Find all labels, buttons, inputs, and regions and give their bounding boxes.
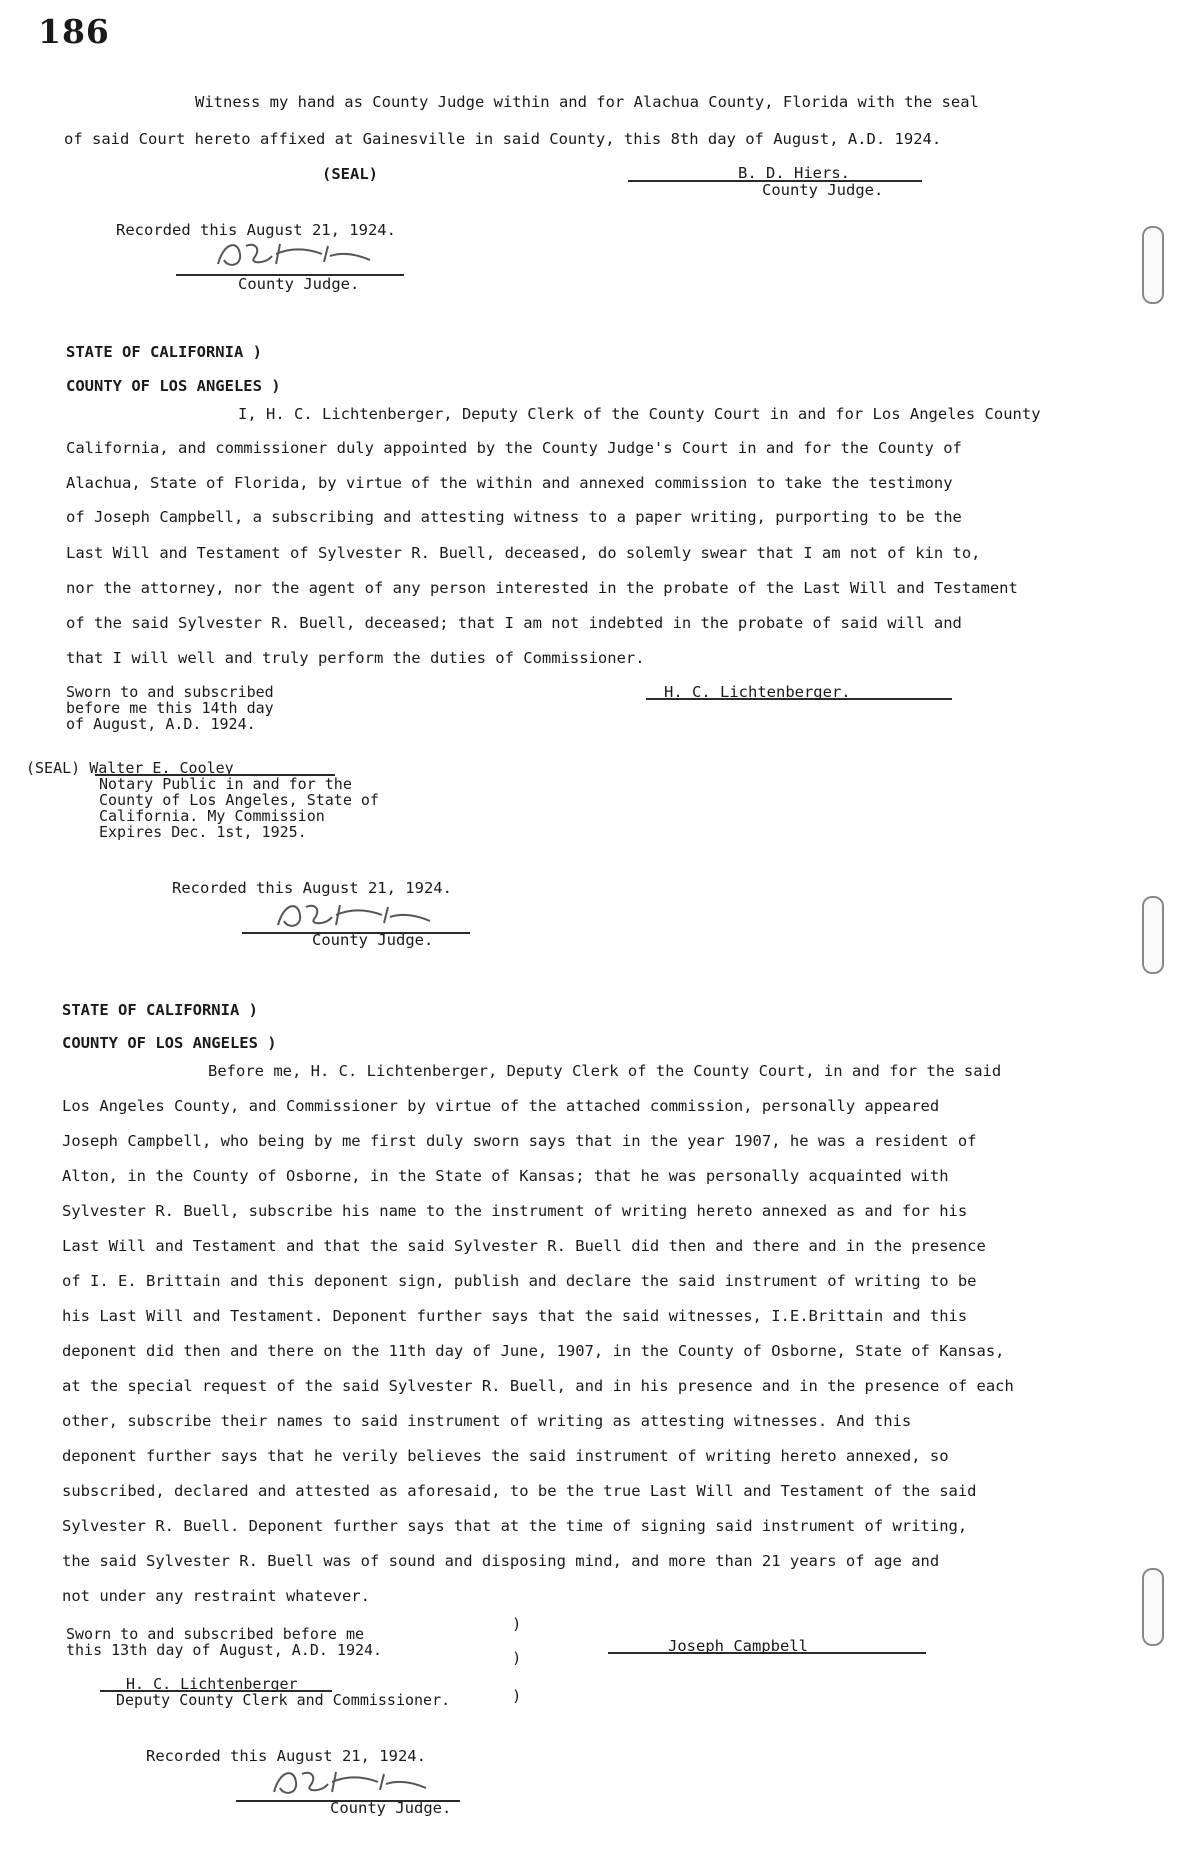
commissioner-title: Deputy County Clerk and Commissioner. bbox=[116, 1691, 451, 1709]
page-number: 186 bbox=[38, 12, 110, 51]
sec3-sworn-2: this 13th day of August, A.D. 1924. bbox=[66, 1641, 383, 1659]
sec2-line-3: Alachua, State of Florida, by virtue of the within and annexed commission to take the testimony bbox=[66, 474, 953, 492]
sec3-heading-county: COUNTY OF LOS ANGELES ) bbox=[62, 1034, 277, 1052]
sec3-line-11: other, subscribe their names to said instrument of writing as attesting witnesses. And this bbox=[62, 1412, 912, 1430]
sec2-sworn-3: of August, A.D. 1924. bbox=[66, 715, 256, 733]
sec3-recorded-title: County Judge. bbox=[330, 1799, 452, 1817]
sec3-sworn-1: Sworn to and subscribed before me bbox=[66, 1625, 365, 1643]
sec1-recorded-title: County Judge. bbox=[238, 275, 360, 293]
sec3-paren-2: ) bbox=[512, 1649, 522, 1667]
commissioner-name: H. C. Lichtenberger bbox=[126, 1675, 298, 1693]
notary-1: (SEAL) Walter E. Cooley bbox=[26, 759, 234, 777]
sec1-line-2: of said Court hereto affixed at Gainesville in said County, this 8th day of August, A.D. 1924. bbox=[64, 130, 942, 148]
sec3-line-16: not under any restraint whatever. bbox=[62, 1587, 370, 1605]
binder-hole bbox=[1142, 226, 1164, 304]
sec3-paren-1: ) bbox=[512, 1615, 522, 1633]
sec3-line-14: Sylvester R. Buell. Deponent further says that at the time of signing said instrument of writing, bbox=[62, 1517, 968, 1535]
handwritten-signature-2 bbox=[270, 895, 450, 935]
sec2-recorded: Recorded this August 21, 1924. bbox=[172, 879, 452, 897]
binder-hole bbox=[1142, 896, 1164, 974]
sec3-line-3: Joseph Campbell, who being by me first duly sworn says that in the year 1907, he was a resident of bbox=[62, 1132, 977, 1150]
sec2-line-2: California, and commissioner duly appointed by the County Judge's Court in and for the County of bbox=[66, 439, 962, 457]
sec1-line-1: Witness my hand as County Judge within and for Alachua County, Florida with the seal bbox=[195, 93, 979, 111]
sec2-sworn-2: before me this 14th day bbox=[66, 699, 274, 717]
sec2-line-7: of the said Sylvester R. Buell, deceased; that I am not indebted in the probate of said will and bbox=[66, 614, 962, 632]
sec3-line-9: deponent did then and there on the 11th day of June, 1907, in the County of Osborne, State of Kansas, bbox=[62, 1342, 1005, 1360]
sec3-heading-state: STATE OF CALIFORNIA ) bbox=[62, 1001, 258, 1019]
handwritten-signature-3 bbox=[266, 1762, 446, 1802]
seal-label: (SEAL) bbox=[322, 165, 378, 183]
sec3-recorded: Recorded this August 21, 1924. bbox=[146, 1747, 426, 1765]
sec3-paren-3: ) bbox=[512, 1687, 522, 1705]
sec1-recorded: Recorded this August 21, 1924. bbox=[116, 221, 396, 239]
sec3-line-5: Sylvester R. Buell, subscribe his name to the instrument of writing hereto annexed as and for his bbox=[62, 1202, 968, 1220]
sec3-line-4: Alton, in the County of Osborne, in the State of Kansas; that he was personally acquainted with bbox=[62, 1167, 949, 1185]
judge-name: B. D. Hiers. bbox=[738, 164, 850, 182]
notary-4: California. My Commission bbox=[99, 807, 325, 825]
notary-5: Expires Dec. 1st, 1925. bbox=[99, 823, 307, 841]
sec2-recorded-title: County Judge. bbox=[312, 931, 434, 949]
sec3-line-6: Last Will and Testament and that the said Sylvester R. Buell did then and there and in the presence bbox=[62, 1237, 986, 1255]
sec3-line-13: subscribed, declared and attested as aforesaid, to be the true Last Will and Testament of the said bbox=[62, 1482, 977, 1500]
judge-title: County Judge. bbox=[762, 181, 884, 199]
notary-3: County of Los Angeles, State of bbox=[99, 791, 379, 809]
sec3-line-1: Before me, H. C. Lichtenberger, Deputy Clerk of the County Court, in and for the said bbox=[208, 1062, 1002, 1080]
handwritten-signature-1 bbox=[210, 234, 390, 274]
sec3-line-12: deponent further says that he verily believes the said instrument of writing hereto annexed, so bbox=[62, 1447, 949, 1465]
sec2-sworn-1: Sworn to and subscribed bbox=[66, 683, 274, 701]
sec2-line-5: Last Will and Testament of Sylvester R. Buell, deceased, do solemly swear that I am not of kin to, bbox=[66, 544, 981, 562]
sec2-signer: H. C. Lichtenberger. bbox=[664, 683, 851, 701]
sec3-line-15: the said Sylvester R. Buell was of sound and disposing mind, and more than 21 years of age and bbox=[62, 1552, 940, 1570]
sec2-line-1: I, H. C. Lichtenberger, Deputy Clerk of the County Court in and for Los Angeles County bbox=[238, 405, 1041, 423]
sec3-signer: Joseph Campbell bbox=[668, 1637, 808, 1655]
binder-hole bbox=[1142, 1568, 1164, 1646]
sec2-line-4: of Joseph Campbell, a subscribing and attesting witness to a paper writing, purporting to be the bbox=[66, 508, 962, 526]
sec2-heading-state: STATE OF CALIFORNIA ) bbox=[66, 343, 262, 361]
sec2-line-6: nor the attorney, nor the agent of any person interested in the probate of the Last Will and Testament bbox=[66, 579, 1018, 597]
sec3-line-8: his Last Will and Testament. Deponent further says that the said witnesses, I.E.Brittain and this bbox=[62, 1307, 968, 1325]
sec2-heading-county: COUNTY OF LOS ANGELES ) bbox=[66, 377, 281, 395]
notary-2: Notary Public in and for the bbox=[99, 775, 352, 793]
sec3-line-10: at the special request of the said Sylvester R. Buell, and in his presence and in the presence of each bbox=[62, 1377, 1014, 1395]
sec3-line-7: of I. E. Brittain and this deponent sign, publish and declare the said instrument of writing to be bbox=[62, 1272, 977, 1290]
sec3-line-2: Los Angeles County, and Commissioner by virtue of the attached commission, personally appeared bbox=[62, 1097, 940, 1115]
sec2-line-8: that I will well and truly perform the duties of Commissioner. bbox=[66, 649, 645, 667]
